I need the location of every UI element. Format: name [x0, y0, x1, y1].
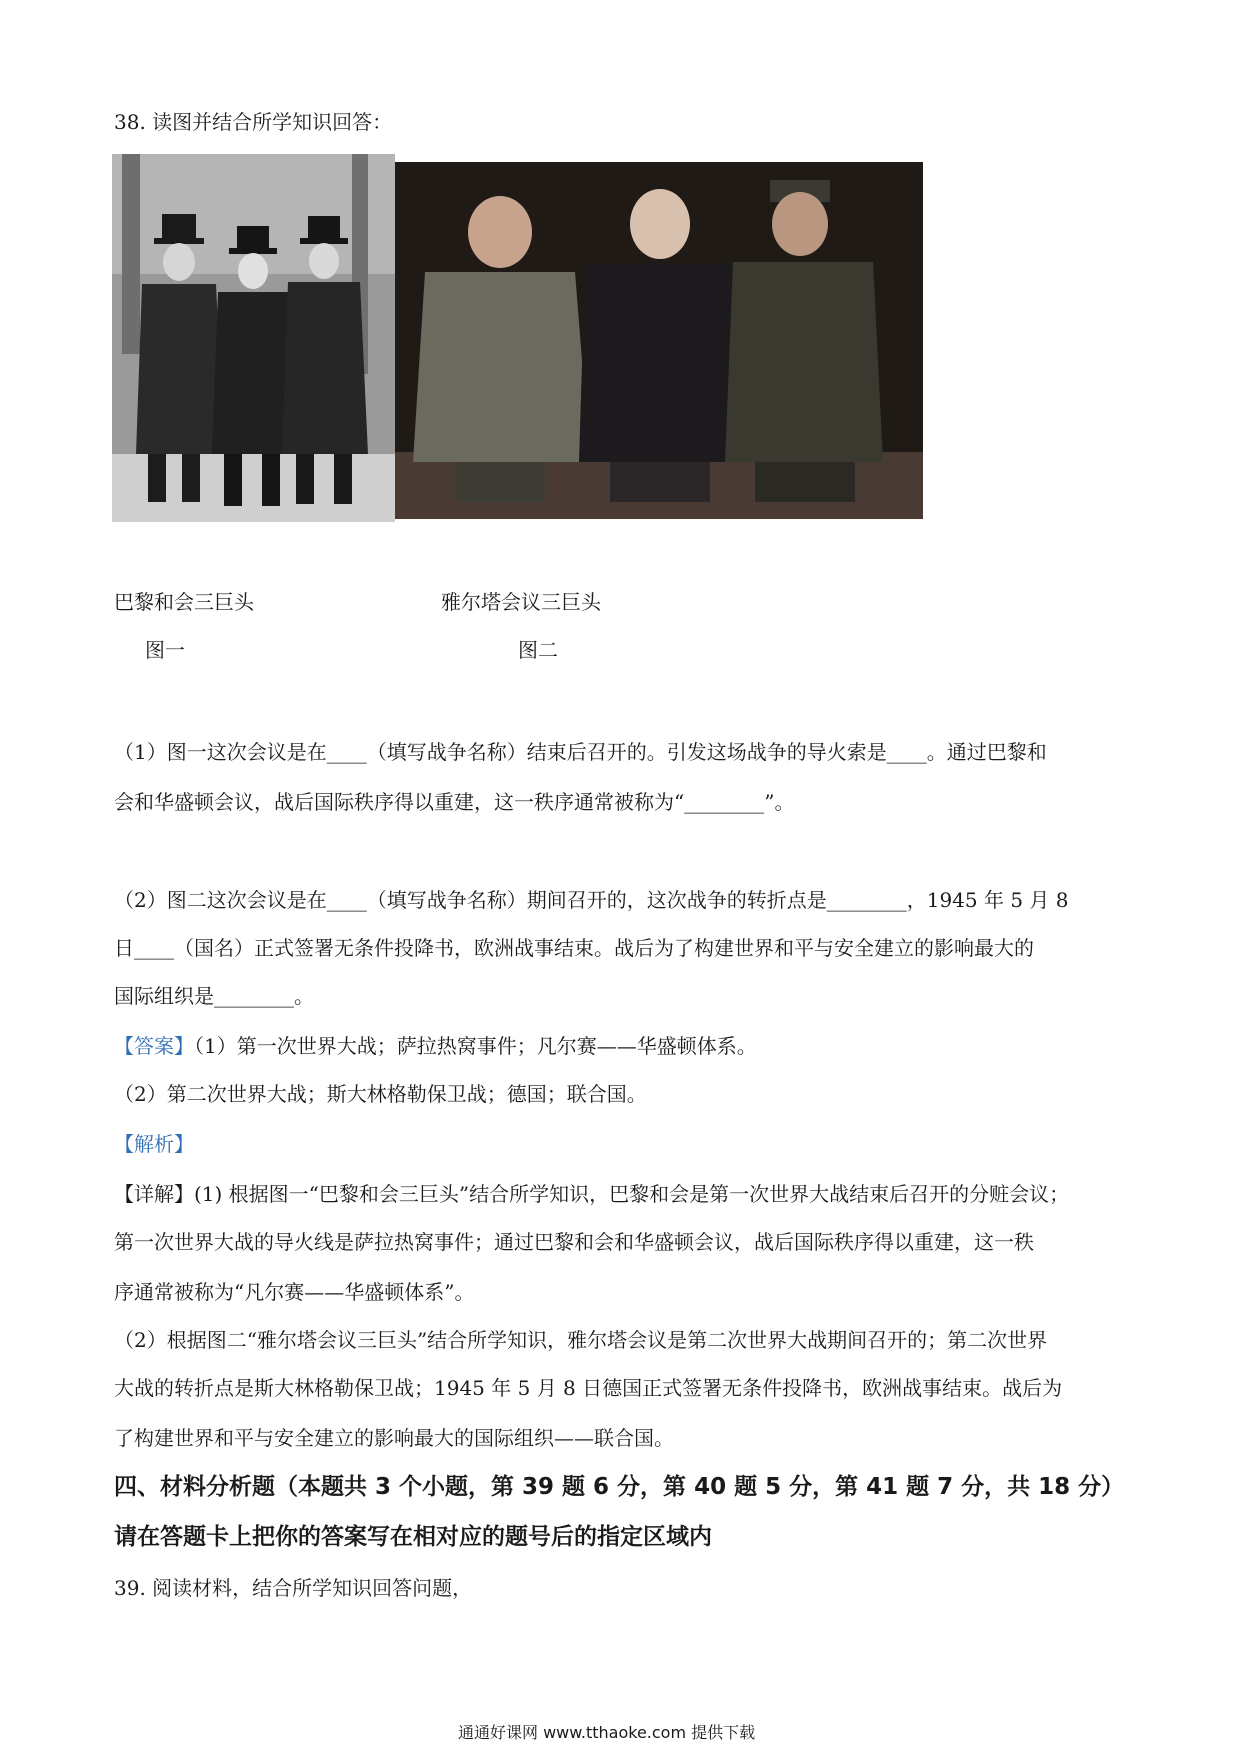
part-2-line-1: （2）图二这次会议是在____（填写战争名称）期间召开的，这次战争的转折点是________，1945 年 5 月 8: [114, 888, 1069, 912]
figure-1-label: 图一: [145, 638, 185, 662]
answer-1: （1）第一次世界大战；萨拉热窝事件；凡尔赛——华盛顿体系。: [194, 1034, 757, 1058]
detail-1-line-1: 【详解】(1) 根据图一“巴黎和会三巨头”结合所学知识，巴黎和会是第一次世界大战结束后召开的分赃会议；: [114, 1182, 1070, 1206]
yalta-conference-photo: [395, 162, 923, 519]
section-4-instruction: 请在答题卡上把你的答案写在相对应的题号后的指定区域内: [114, 1524, 712, 1550]
part-2-line-2: 日____（国名）正式签署无条件投降书，欧洲战事结束。战后为了构建世界和平与安全建立的影响最大的: [114, 936, 1034, 960]
paris-peace-conference-photo: [112, 154, 395, 522]
page-footer: 通通好课网 www.tthaoke.com 提供下载: [458, 1723, 756, 1742]
detail-2-line-1: （2）根据图二“雅尔塔会议三巨头”结合所学知识，雅尔塔会议是第二次世界大战期间召开的；第二次世界: [114, 1328, 1048, 1352]
question-39-title: 39. 阅读材料，结合所学知识回答问题，: [114, 1576, 473, 1600]
answer-label: 【答案】: [114, 1034, 194, 1058]
question-38-title: 38. 读图并结合所学知识回答：: [114, 110, 393, 134]
part-1-line-1: （1）图一这次会议是在____（填写战争名称）结束后召开的。引发这场战争的导火索是____。通过巴黎和: [114, 740, 1047, 764]
detail-2-line-2: 大战的转折点是斯大林格勒保卫战；1945 年 5 月 8 日德国正式签署无条件投降书，欧洲战事结束。战后为: [114, 1376, 1063, 1400]
detail-2-line-3: 了构建世界和平与安全建立的影响最大的国际组织——联合国。: [114, 1426, 674, 1450]
part-1-line-2: 会和华盛顿会议，战后国际秩序得以重建，这一秩序通常被称为“________”。: [114, 790, 795, 814]
detail-1-line-2: 第一次世界大战的导火线是萨拉热窝事件；通过巴黎和会和华盛顿会议，战后国际秩序得以重建，这一秩: [114, 1230, 1034, 1254]
answer-2: （2）第二次世界大战；斯大林格勒保卫战；德国；联合国。: [114, 1082, 647, 1106]
detail-1-line-3: 序通常被称为“凡尔赛——华盛顿体系”。: [114, 1280, 475, 1304]
part-2-line-3: 国际组织是________。: [114, 984, 314, 1008]
section-4-title: 四、材料分析题（本题共 3 个小题，第 39 题 6 分，第 40 题 5 分，第 41 题 7 分，共 18 分）: [114, 1474, 1125, 1500]
caption-figure-2: 雅尔塔会议三巨头: [441, 590, 601, 614]
figure-2-label: 图二: [518, 638, 558, 662]
answer-line-1: [114, 1032, 757, 1060]
caption-figure-1: 巴黎和会三巨头: [114, 590, 254, 614]
analysis-label: 【解析】: [114, 1132, 194, 1156]
